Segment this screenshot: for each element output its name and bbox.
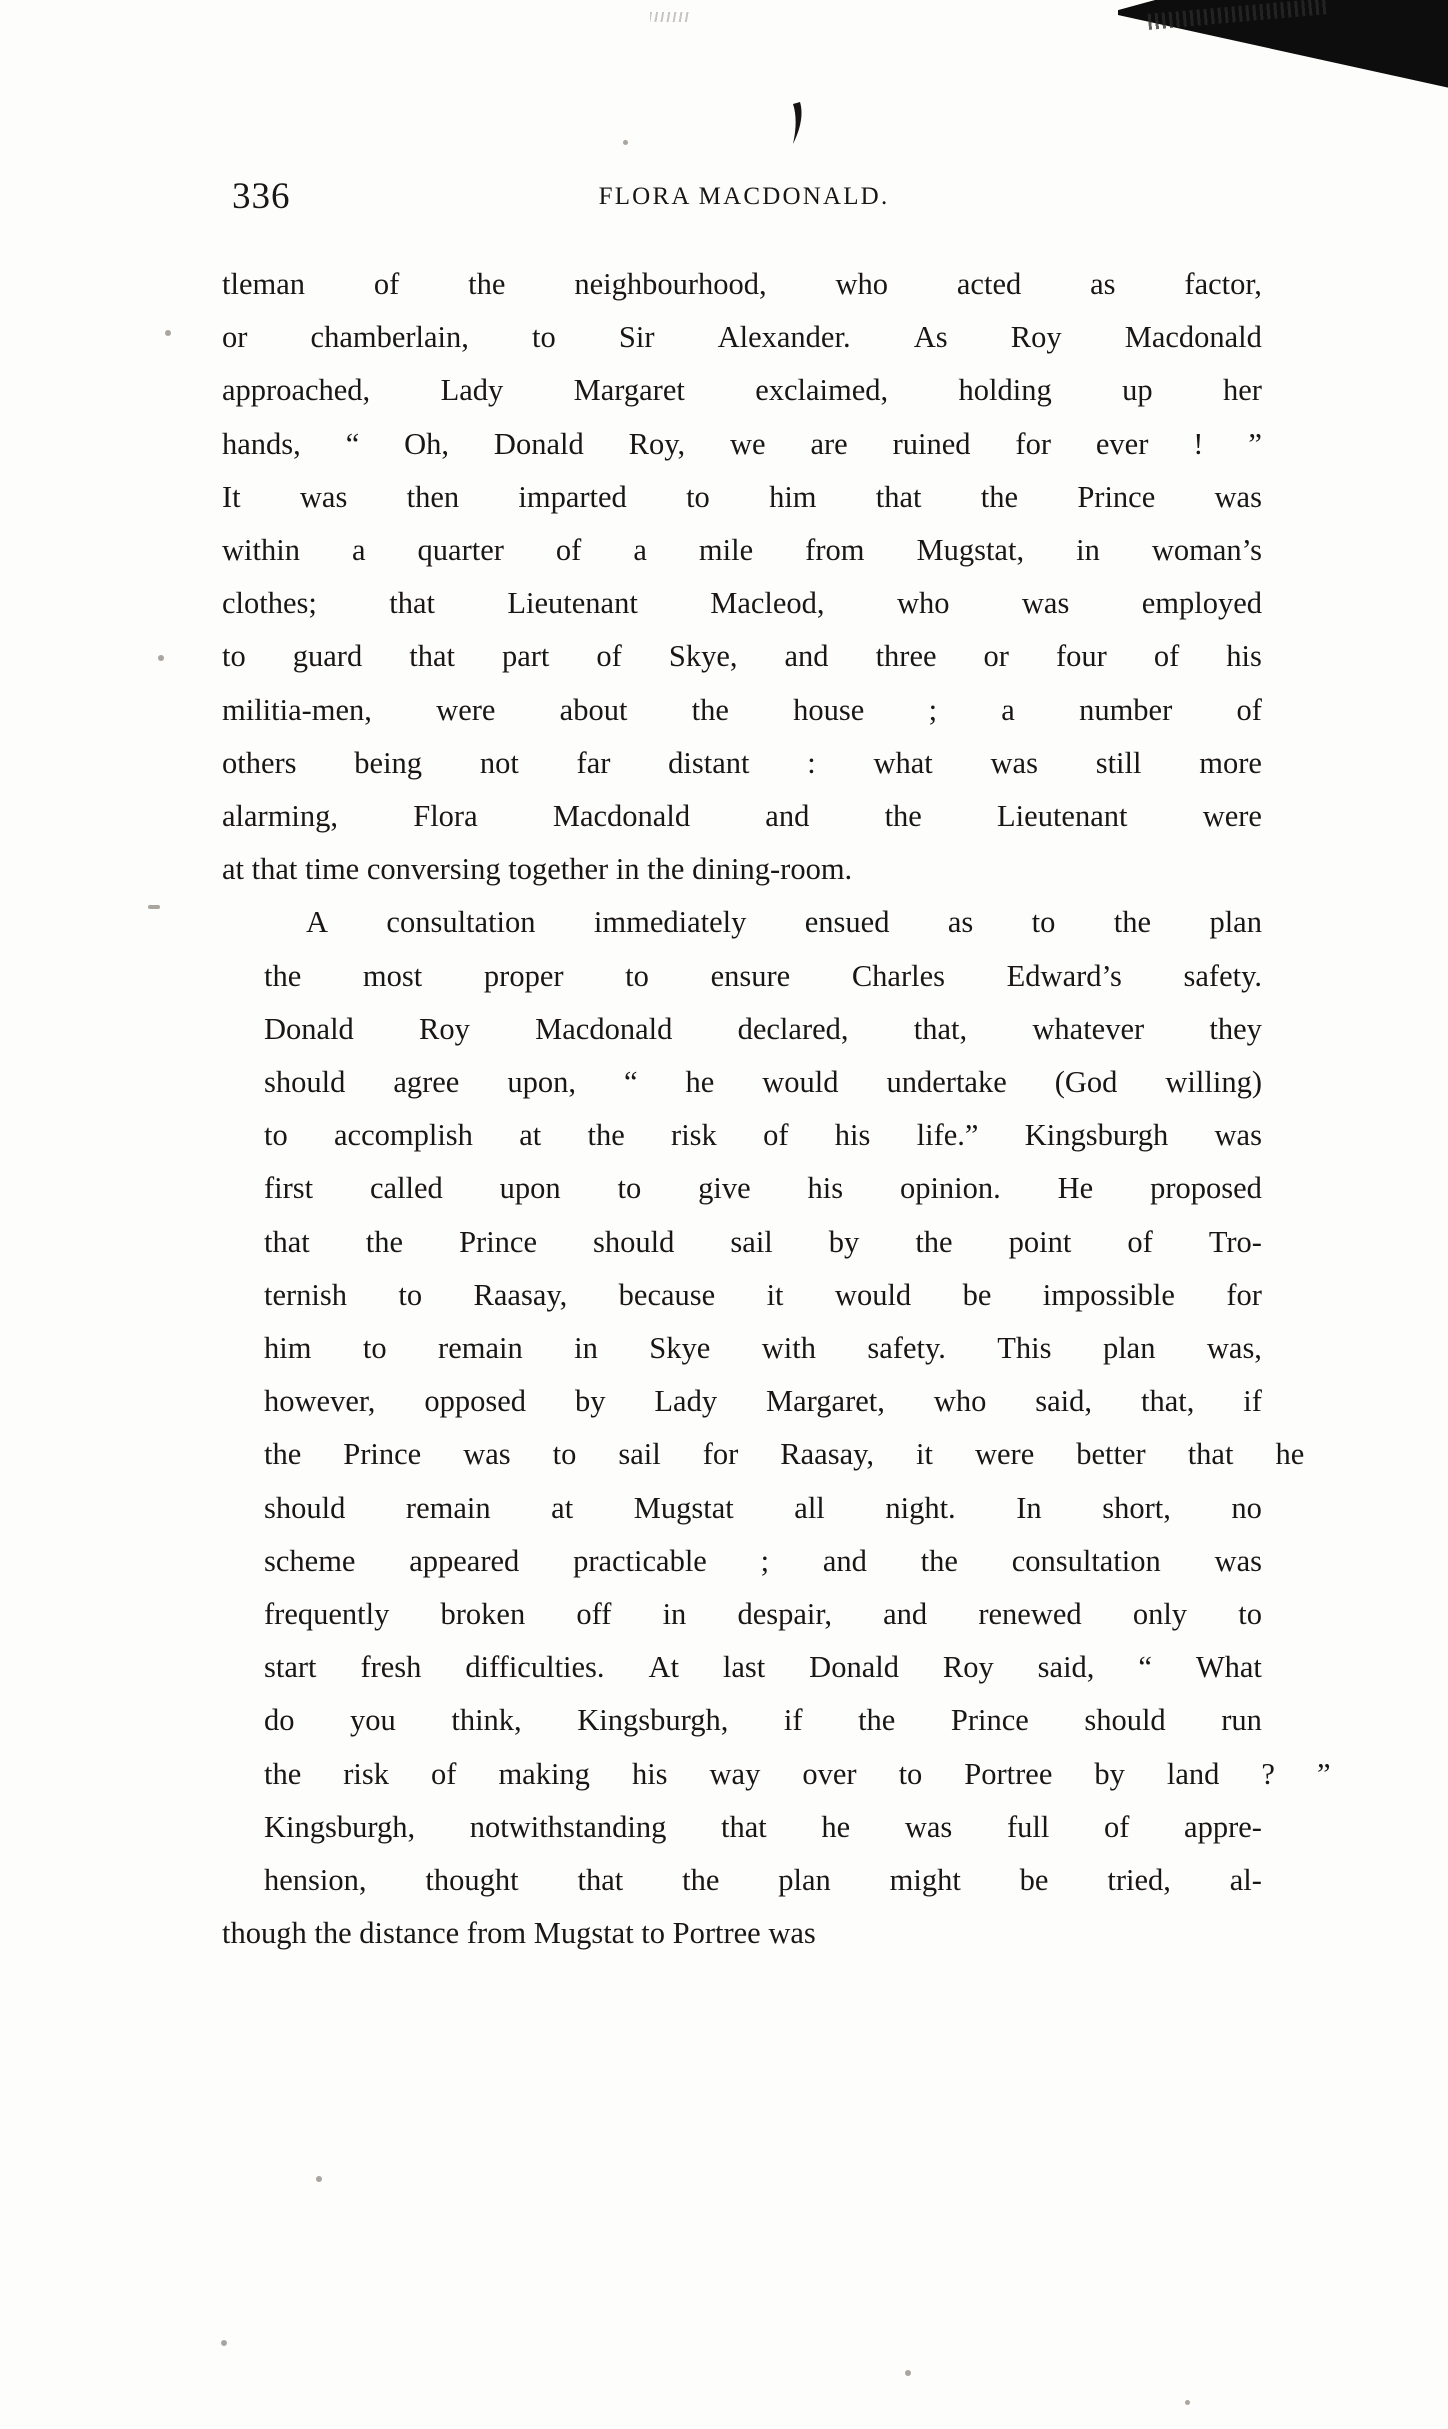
page-header — [0, 175, 1448, 221]
text-line: him to remain in Skye with safety. This plan was, — [264, 1331, 1262, 1366]
text-line: or chamberlain, to Sir Alexander. As Roy Macdonald — [222, 320, 1262, 355]
paragraph — [222, 258, 1262, 896]
page-body — [222, 258, 1331, 1961]
text-line: scheme appeared practicable ; and the consultation was — [264, 1543, 1262, 1578]
text-line: the Prince was to sail for Raasay, it were better that he — [264, 1437, 1305, 1472]
paragraph — [222, 896, 1331, 1960]
text-line: approached, Lady Margaret exclaimed, holding up her — [222, 373, 1262, 408]
page-corner-artifact — [1118, 0, 1448, 95]
text-line: first called upon to give his opinion. He proposed — [264, 1171, 1262, 1206]
torn-corner-shape — [1118, 0, 1448, 92]
text-line: tleman of the neighbourhood, who acted as factor, — [222, 267, 1262, 301]
text-line: militia-men, were about the house ; a number of — [222, 692, 1262, 727]
text-line: to guard that part of Skye, and three or four of his — [222, 639, 1262, 674]
text-line: that the Prince should sail by the point of Tro- — [264, 1224, 1262, 1259]
scan-speck-top — [650, 12, 690, 22]
text-line: should agree upon, “ he would undertake (God willing) — [264, 1065, 1262, 1100]
scan-speck — [623, 140, 628, 145]
text-line: the risk of making his way over to Portree by land ? ” — [264, 1756, 1331, 1791]
text-line: ternish to Raasay, because it would be impossible for — [264, 1277, 1262, 1312]
scan-speck — [158, 655, 164, 661]
text-line: hension, thought that the plan might be tried, al- — [264, 1863, 1262, 1898]
text-line: to accomplish at the risk of his life.” Kingsburgh was — [264, 1118, 1262, 1153]
text-line: Kingsburgh, notwithstanding that he was full of appre- — [264, 1809, 1262, 1844]
text-line: within a quarter of a mile from Mugstat, in woman’s — [222, 533, 1262, 568]
text-line: start fresh difficulties. At last Donald Roy said, “ What — [264, 1650, 1262, 1685]
text-line: A consultation immediately ensued as to the plan — [306, 905, 1262, 940]
scan-speck — [905, 2370, 911, 2376]
scan-speck — [316, 2176, 322, 2182]
page-number: 336 — [232, 176, 291, 217]
scan-dash — [148, 905, 160, 909]
text-line: however, opposed by Lady Margaret, who said, that, if — [264, 1384, 1262, 1419]
ink-flourish-mark — [783, 100, 809, 150]
scan-speck — [221, 2340, 227, 2346]
corner-fray-texture — [1148, 0, 1329, 30]
scan-speck — [165, 330, 171, 336]
text-line: Donald Roy Macdonald declared, that, whatever they — [264, 1011, 1262, 1046]
running-head: FLORA MACDONALD. — [598, 183, 890, 210]
text-line: though the distance from Mugstat to Portree was — [222, 1916, 816, 1951]
text-line: the most proper to ensure Charles Edward’s safety. — [264, 958, 1262, 993]
text-line: hands, “ Oh, Donald Roy, we are ruined for ever ! ” — [222, 426, 1262, 461]
text-line: should remain at Mugstat all night. In short, no — [264, 1490, 1262, 1525]
scan-speck — [1185, 2400, 1190, 2405]
text-line: clothes; that Lieutenant Macleod, who was employed — [222, 586, 1262, 621]
text-line: It was then imparted to him that the Prince was — [222, 479, 1262, 514]
text-line: frequently broken off in despair, and renewed only to — [264, 1597, 1262, 1632]
text-line: at that time conversing together in the dining-room. — [222, 852, 853, 887]
text-line: do you think, Kingsburgh, if the Prince should run — [264, 1703, 1262, 1738]
text-line: others being not far distant : what was still more — [222, 745, 1262, 780]
text-line: alarming, Flora Macdonald and the Lieutenant were — [222, 799, 1262, 834]
